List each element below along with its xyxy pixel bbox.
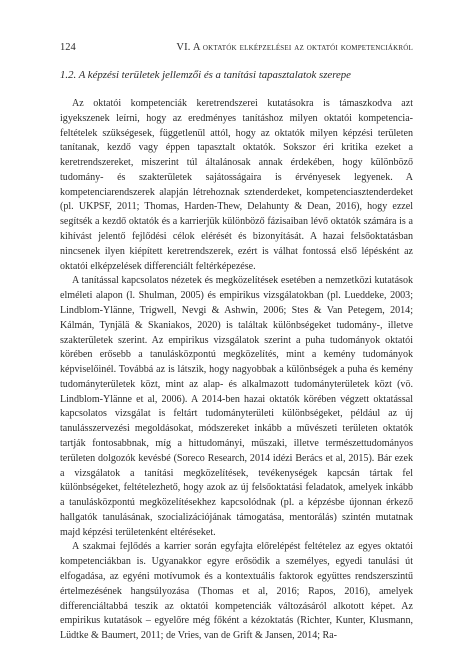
- chapter-title-prefix: VI. A: [176, 42, 201, 53]
- section-heading: 1.2. A képzési területek jellemzői és a tanítási tapasztalatok szerepe: [60, 69, 351, 81]
- chapter-title: [176, 41, 413, 54]
- chapter-title-rest: oktatók elképzelései az oktatói kompetenciákról: [202, 42, 413, 53]
- page-number: 124: [60, 42, 76, 53]
- paragraph-3: A szakmai fejlődés a karrier során egyfajta előrelépést feltételez az egyes oktatói kompetenciákban is. Ugyanakkor egyre erősödik a személyes, egyedi tanulási út elfogadása, az egyéni motívumok és a kontextuális faktorok együttes rendszerszintű értelmezésének hangsúlyozása (Thomas et al, 2016; Rapos, 2016), amelyek differenciáltabbá teszik az oktatói kompetenciák változásáról alkotott képet. Az empirikus kutatások – egyelőre még főként a kézoktatás (Richter, Kunter, Klusmann, Lüdtke & Baumert, 2011; de Vries, van de Grift & Jansen, 2014; Ra-: [60, 541, 413, 642]
- paragraph-1: Az oktatói kompetenciák keretrendszerei kutatásokra is támaszkodva azt igyekszenek leírni, hogy az eredményes tanításhoz milyen oktatói kompetencia-feltételek szükségesek, függetlenül attól, hogy az oktatók milyen képzési területen tanítanak, kezdő vagy éppen tapasztalt oktatók. Sokszor éri kritika ezeket a keretrendszereket, miszerint túl általánosak annak érdekében, hogy különböző tudomány- és szakterületek sajátosságaira is érvényesek legyenek. A kompetenciarendszerek alapján létrehoznak sztenderdeket, kompetenciasztenderdeket (pl. UKPSF, 2011; Thomas, Harden-Thew, Delahunty & Dean, 2016), hogy ezzel segítsék a kezdő oktatók és a karrierjük különböző fázisaiban lévő oktatók számára is a kihívást jelentő fejlődési célok elérését és bizonyítását. A hazai felsőoktatásban nincsenek ilyen kiépített keretrendszerek, ezért is válhat fontossá első lépésként az oktatói elképzelések differenciált feltérképezése.: [60, 98, 413, 272]
- paragraph-2: A tanítással kapcsolatos nézetek és megközelítések esetében a nemzetközi kutatások elméleti alapon (l. Shulman, 2005) és empirikus vizsgálatokban (pl. Lueddeke, 2003; Lindblom-Ylänne, Trigwell, Nevgi & Ashwin, 2006; Stes & Van Petegem, 2014; Kálmán, Tynjälä & Skaniakos, 2020) is találtak különbségeket tudomány-, illetve szakterületek szerint. Az empirikus vizsgálatok szerint a puha tudományok oktatói körében erősebb a tanulásközpontú megközelítés, mint a kemény tudományok képviselőinél. Továbbá az is látszik, hogy nagyobbak a különbségek a puha és kemény tudományterületek közt, mint az alap- és alkalmazott tudományterületek közt (vö. Lindblom-Ylänne et al, 2006). A 2014-ben hazai oktatók körében végzett oktatással kapcsolatos vizsgálat is feltárt tudományterületi különbségeket, például az új tanulásszervezési megoldásokat, módszereket inkább a művészeti területen oktatók tartják fontosabbnak, míg a hittudományi, műszaki, illetve természettudományos területen dolgozók kevésbé (Soreco Research, 2014 idézi Berács et al, 2015). Bár ezek a vizsgálatok a tanítási megközelítések, tevékenységek kapcsán tártak fel különbségeket, feltételezhető, hogy azok az új felsőoktatási feladatok, amelyek inkább a tanulásközpontú megközelítésekhez kapcsolódnak (pl. a képzésbe újonnan érkező hallgatók tanulásának, szocializációjának támogatása, mentorálás) szintén mutatnak majd képzési területenként eltéréseket.: [60, 275, 413, 538]
- body-text: [60, 97, 413, 644]
- running-head: [60, 41, 413, 54]
